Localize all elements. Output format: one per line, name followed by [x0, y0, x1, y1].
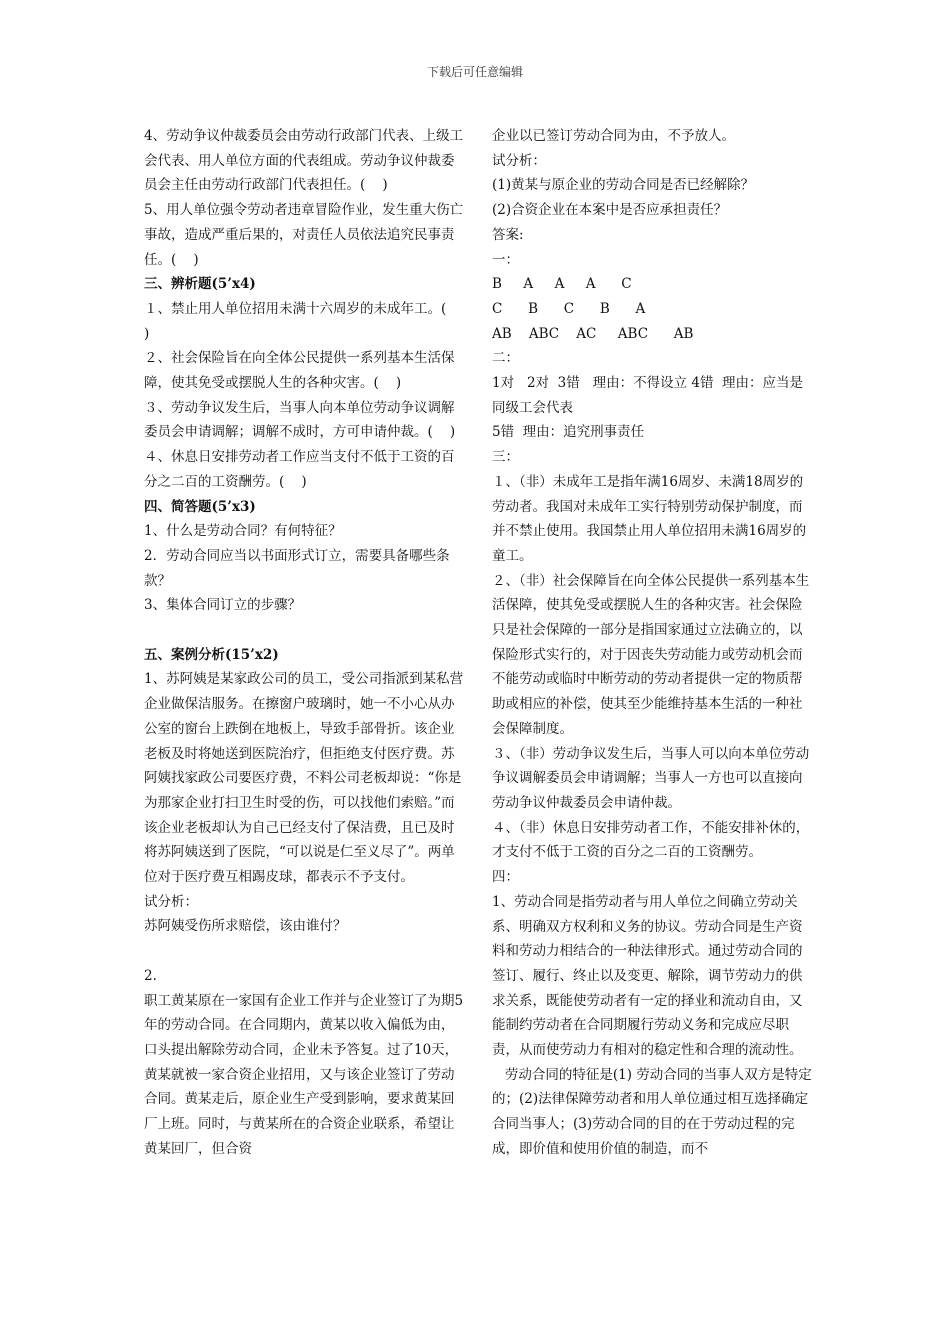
- paragraph: 四：: [492, 869, 519, 886]
- paragraph: (1)黄某与原企业的劳动合同是否已经解除？: [492, 177, 755, 194]
- paragraph: 1、苏阿姨是某家政公司的员工，受公司指派到某私营企业做保洁服务。在擦窗户玻璃时，她一不小心从办公室的窗台上跌倒在地板上，导致手部骨折。该企业老板及时将她送到医院治疗，但拒绝支付医疗费。苏阿姨找家政公司要医疗费，不料公司老板却说：“你是为那家企业打扫卫生时受的伤，可以找他们索赔。”而该企业老板却认为自己已经支付了保洁费，且已及时将苏阿姨送到了医院，“可以说是仁至义尽了”。两单位对于医疗费互相踢皮球，都表示不予支付。: [144, 671, 464, 886]
- paragraph: 答案:: [492, 226, 524, 243]
- paragraph: C B C B A: [492, 300, 646, 317]
- paragraph: 二：: [492, 350, 519, 367]
- paragraph: 3、集体合同订立的步骤？: [144, 597, 302, 614]
- paragraph: B A A A C: [492, 276, 632, 293]
- paragraph: 1对 2对 3错 理由：不得设立 4错 理由：应当是同级工会代表: [492, 375, 804, 416]
- paragraph: 2．劳动合同应当以书面形式订立，需要具备哪些条款？: [144, 547, 450, 589]
- section-heading: 四、简答题(5’x3): [144, 498, 256, 515]
- paragraph: ４、休息日安排劳动者工作应当支付不低于工资的百分之二百的工资酬劳。( ): [144, 449, 455, 490]
- paragraph: 1、劳动合同是指劳动者与用人单位之间确立劳动关系、明确双方权利和义务的协议。劳动合同是生产资料和劳动力相结合的一种法律形式。通过劳动合同的签订、履行、终止以及变更、解除，调节劳动力的供求关系，既能使劳动者有一定的择业和流动自由，又能制约劳动者在合同期履行劳动义务和完成应尽职责，从而使劳动力有相对的稳定性和合理的流动性。: [492, 893, 803, 1059]
- paragraph: 1、什么是劳动合同？有何特征？: [144, 523, 342, 540]
- left-column: [144, 124, 467, 1162]
- right-column: [492, 124, 812, 1162]
- page-header: 下载后可任意编辑: [426, 65, 523, 79]
- paragraph: 一：: [492, 251, 519, 268]
- paragraph: 试分析：: [144, 893, 198, 910]
- paragraph: 职工黄某原在一家国有企业工作并与企业签订了为期5年的劳动合同。在合同期内，黄某以收入偏低为由，口头提出解除劳动合同，企业未予答复。过了10天，黄某就被一家合资企业招用，又与该企业签订了劳动合同。黄某走后，原企业生产受到影响，要求黄某回厂上班。同时，与黄某所在的合资企业联系，希望让黄某回厂，但合资: [144, 992, 464, 1157]
- paragraph: 试分析：: [492, 152, 546, 169]
- paragraph: 劳动合同的特征是(1) 劳动合同的当事人双方是特定的；(2)法律保障劳动者和用人单位通过相互选择确定合同当事人；(3)劳动合同的目的在于劳动过程的完成，即价值和使用价值的制造，而不: [492, 1066, 812, 1157]
- paragraph: 2.: [144, 967, 157, 984]
- paragraph: ３、（非）劳动争议发生后，当事人可以向本单位劳动争议调解委员会申请调解；当事人一方也可以直接向劳动争议仲裁委员会申请仲裁。: [492, 745, 810, 811]
- paragraph: 苏阿姨受伤所求赔偿，该由谁付？: [144, 918, 347, 935]
- paragraph: (2)合资企业在本案中是否应承担责任？: [492, 202, 728, 219]
- paragraph: ４、（非）休息日安排劳动者工作，不能安排补休的，才支付不低于工资的百分之二百的工资酬劳。: [492, 819, 810, 861]
- paragraph: ３、劳动争议发生后，当事人向本单位劳动争议调解委员会申请调解；调解不成时，方可申请仲裁。( ): [144, 399, 456, 441]
- paragraph: 5错 理由：追究刑事责任: [492, 424, 645, 441]
- paragraph: ２、（非）社会保障旨在向全体公民提供一系列基本生活保障，使其免受或摆脱人生的各种灾害。社会保险只是社会保障的一部分是指国家通过立法确立的，以保险形式实行的，对于因丧失劳动能力或劳动机会而不能劳动或临时中断劳动的劳动者提供一定的物质帮助或相应的补偿，使其至少能维持基本生活的一种社会保障制度。: [492, 572, 810, 737]
- paragraph: ２、社会保险旨在向全体公民提供一系列基本生活保障，使其免受或摆脱人生的各种灾害。( ): [144, 350, 455, 392]
- paragraph: 5、用人单位强令劳动者违章冒险作业，发生重大伤亡事故，造成严重后果的，对责任人员依法追究民事责任。( ): [144, 202, 464, 268]
- paragraph: 企业以已签订劳动合同为由，不予放人。: [492, 128, 735, 144]
- paragraph: 三：: [492, 449, 519, 466]
- section-heading: 三、辨析题(5’x4): [144, 276, 256, 293]
- paragraph: AB ABC AC ABC AB: [492, 325, 694, 342]
- section-heading: 五、案例分析(15’x2): [144, 646, 279, 663]
- paragraph: １、（非）未成年工是指年满16周岁、未满18周岁的劳动者。我国对未成年工实行特别劳动保护制度，而并不禁止使用。我国禁止用人单位招用未满16周岁的童工。: [492, 473, 807, 564]
- blank-line: [144, 939, 467, 964]
- paragraph: 4、劳动争议仲裁委员会由劳动行政部门代表、上级工会代表、用人单位方面的代表组成。劳动争议仲裁委员会主任由劳动行政部门代表担任。( ): [144, 128, 464, 194]
- paragraph: １、禁止用人单位招用未满十六周岁的未成年工。( ): [144, 300, 464, 342]
- blank-line: [144, 618, 467, 643]
